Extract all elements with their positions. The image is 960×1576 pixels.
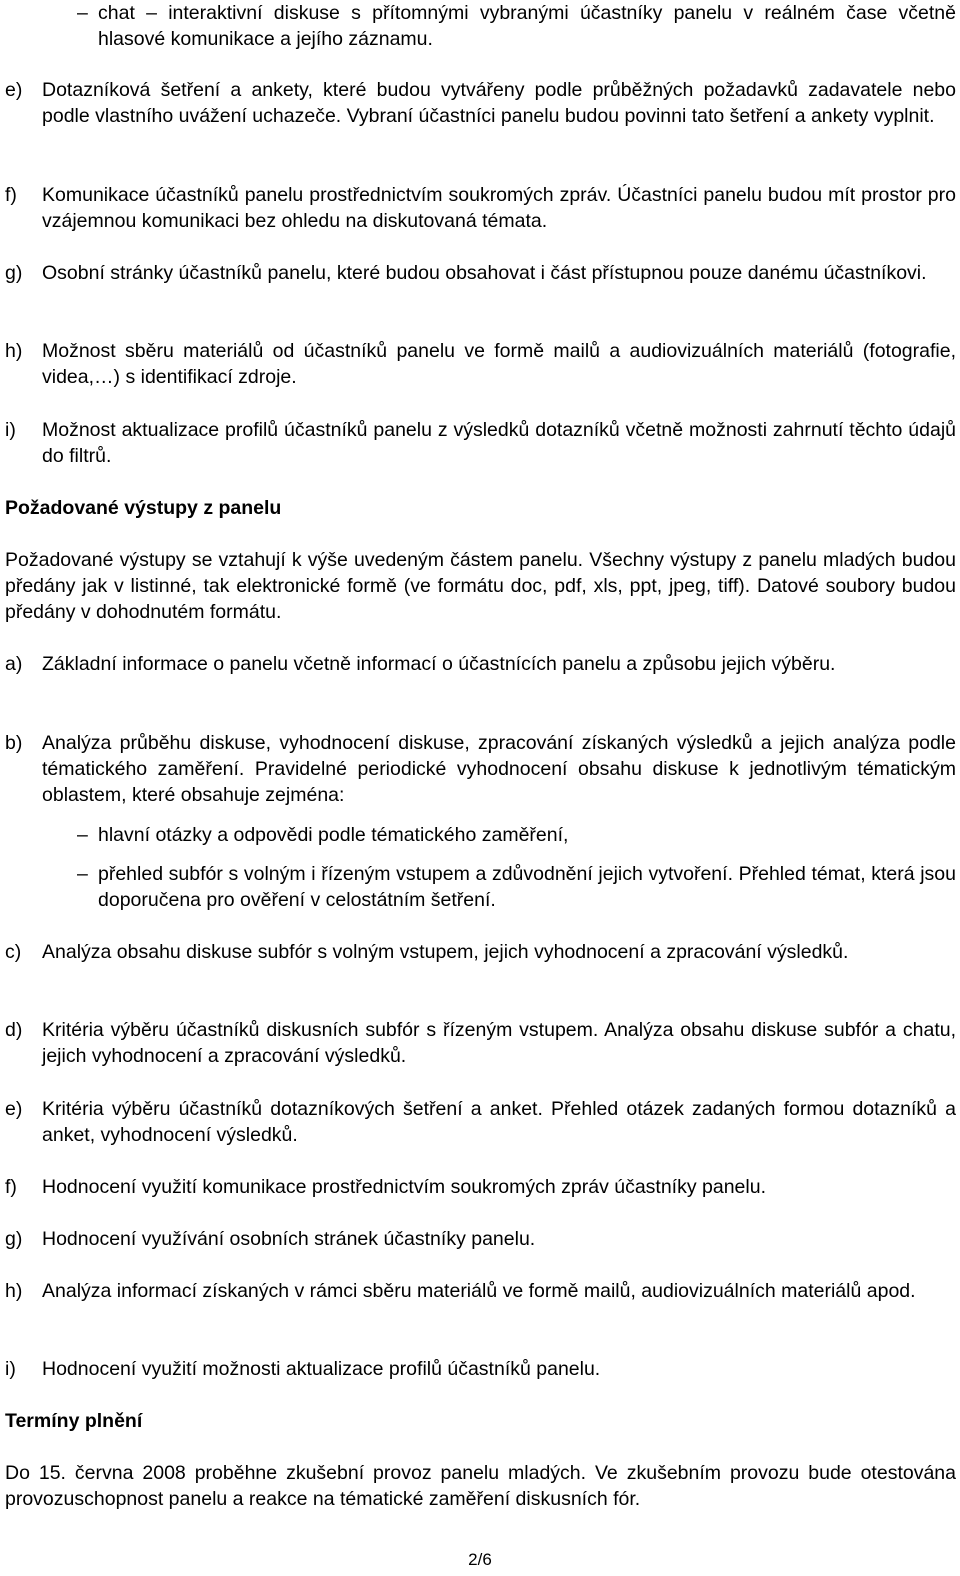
item-text: Analýza obsahu diskuse subfór s volným vstupem, jejich vyhodnocení a zpracování výsledků. — [42, 941, 849, 963]
item-label: h) — [5, 1280, 23, 1302]
item-text: Možnost aktualizace profilů účastníků panelu z výsledků dotazníků včetně možnosti zahrnutí těchto údajů do filtrů. — [42, 419, 956, 467]
item-text: Komunikace účastníků panelu prostřednictvím soukromých zpráv. Účastníci panelu budou mít prostor pro vzájemnou komunikaci bez ohledu na diskutovaná témata. — [42, 184, 956, 232]
output-item-g — [5, 1226, 956, 1252]
item-text: Možnost sběru materiálů od účastníků panelu ve formě mailů a audiovizuálních materiálů (fotografie, videa,…) s identifikací zdroje. — [42, 340, 956, 388]
page-number: 2/6 — [468, 1550, 492, 1569]
output-item-d — [5, 1017, 956, 1069]
item-text: Hodnocení využívání osobních stránek účastníky panelu. — [42, 1228, 536, 1250]
bullet-dash: – — [77, 824, 88, 846]
item-label: g) — [5, 1228, 23, 1250]
output-item-i — [5, 1356, 956, 1382]
section-heading-outputs: Požadované výstupy z panelu — [5, 497, 282, 519]
item-label: a) — [5, 653, 23, 675]
item-text: Základní informace o panelu včetně informací o účastnících panelu a způsobu jejich výběru. — [42, 653, 836, 675]
output-item-h — [5, 1278, 956, 1304]
item-text: Kritéria výběru účastníků diskusních subfór s řízeným vstupem. Analýza obsahu diskuse subfór a chatu, jejich vyhodnocení a zpracování výsledků. — [42, 1019, 956, 1067]
item-text: Hodnocení využití možnosti aktualizace profilů účastníků panelu. — [42, 1358, 601, 1380]
bullet-dash: – — [77, 2, 88, 24]
item-label: b) — [5, 732, 23, 754]
output-item-c — [5, 939, 956, 965]
item-text: Kritéria výběru účastníků dotazníkových šetření a anket. Přehled otázek zadaných formou dotazníků a anket, vyhodnocení výsledků. — [42, 1098, 956, 1146]
outputs-intro: Požadované výstupy se vztahují k výše uvedeným částem panelu. Všechny výstupy z panelu mladých budou předány jak v listinné, tak elektronické formě (ve formátu doc, pdf, xls, ppt, jpeg, tiff). Datové soubory budou předány v dohodnutém formátu. — [5, 549, 956, 623]
item-label: c) — [5, 941, 22, 963]
feature-item-f — [5, 182, 956, 234]
output-item-e — [5, 1096, 956, 1148]
item-label: i) — [5, 1358, 16, 1380]
item-label: i) — [5, 419, 16, 441]
output-item-a — [5, 651, 956, 677]
bullet-text: přehled subfór s volným i řízeným vstupem a zdůvodnění jejich vytvoření. Přehled témat, která jsou doporučena pro ověření v celostátním šetření. — [98, 863, 956, 911]
item-text: Osobní stránky účastníků panelu, které budou obsahovat i část přístupnou pouze danému účastníkovi. — [42, 262, 927, 284]
item-label: g) — [5, 262, 23, 284]
feature-item-h — [5, 338, 956, 390]
bullet-text: chat – interaktivní diskuse s přítomnými vybranými účastníky panelu v reálném čase včetně hlasové komunikace a jejího záznamu. — [98, 2, 956, 50]
item-text: Dotazníková šetření a ankety, které budou vytvářeny podle průběžných požadavků zadavatele nebo podle vlastního uvážení uchazeče. Vybraní účastníci panelu budou povinni tato šetření a ankety vyplnit. — [42, 79, 956, 127]
feature-item-e — [5, 77, 956, 129]
item-label: e) — [5, 79, 23, 101]
item-text: Analýza informací získaných v rámci sběru materiálů ve formě mailů, audiovizuálních materiálů apod. — [42, 1280, 916, 1302]
output-b-bullet-2 — [5, 861, 956, 913]
feature-item-g — [5, 260, 956, 286]
section-heading-deadlines: Termíny plnění — [5, 1410, 143, 1432]
item-text: Hodnocení využití komunikace prostřednictvím soukromých zpráv účastníky panelu. — [42, 1176, 766, 1198]
item-label: f) — [5, 1176, 17, 1198]
item-label: e) — [5, 1098, 23, 1120]
bullet-chat — [5, 0, 956, 52]
output-b-bullet-1 — [5, 822, 956, 848]
deadlines-text: Do 15. června 2008 proběhne zkušební provoz panelu mladých. Ve zkušebním provozu bude otestována provozuschopnost panelu a reakce na tématické zaměření diskusních fór. — [5, 1462, 956, 1510]
item-label: f) — [5, 184, 17, 206]
output-item-f — [5, 1174, 956, 1200]
bullet-dash: – — [77, 863, 88, 885]
item-text: Analýza průběhu diskuse, vyhodnocení diskuse, zpracování získaných výsledků a jejich analýza podle tématického zaměření. Pravidelné periodické vyhodnocení obsahu diskuse k jednotlivým tématickým oblastem, které obsahuje zejména: — [42, 732, 956, 806]
feature-item-i — [5, 417, 956, 469]
output-item-b — [5, 730, 956, 808]
bullet-text: hlavní otázky a odpovědi podle tématického zaměření, — [98, 824, 569, 846]
item-label: h) — [5, 340, 23, 362]
item-label: d) — [5, 1019, 23, 1041]
